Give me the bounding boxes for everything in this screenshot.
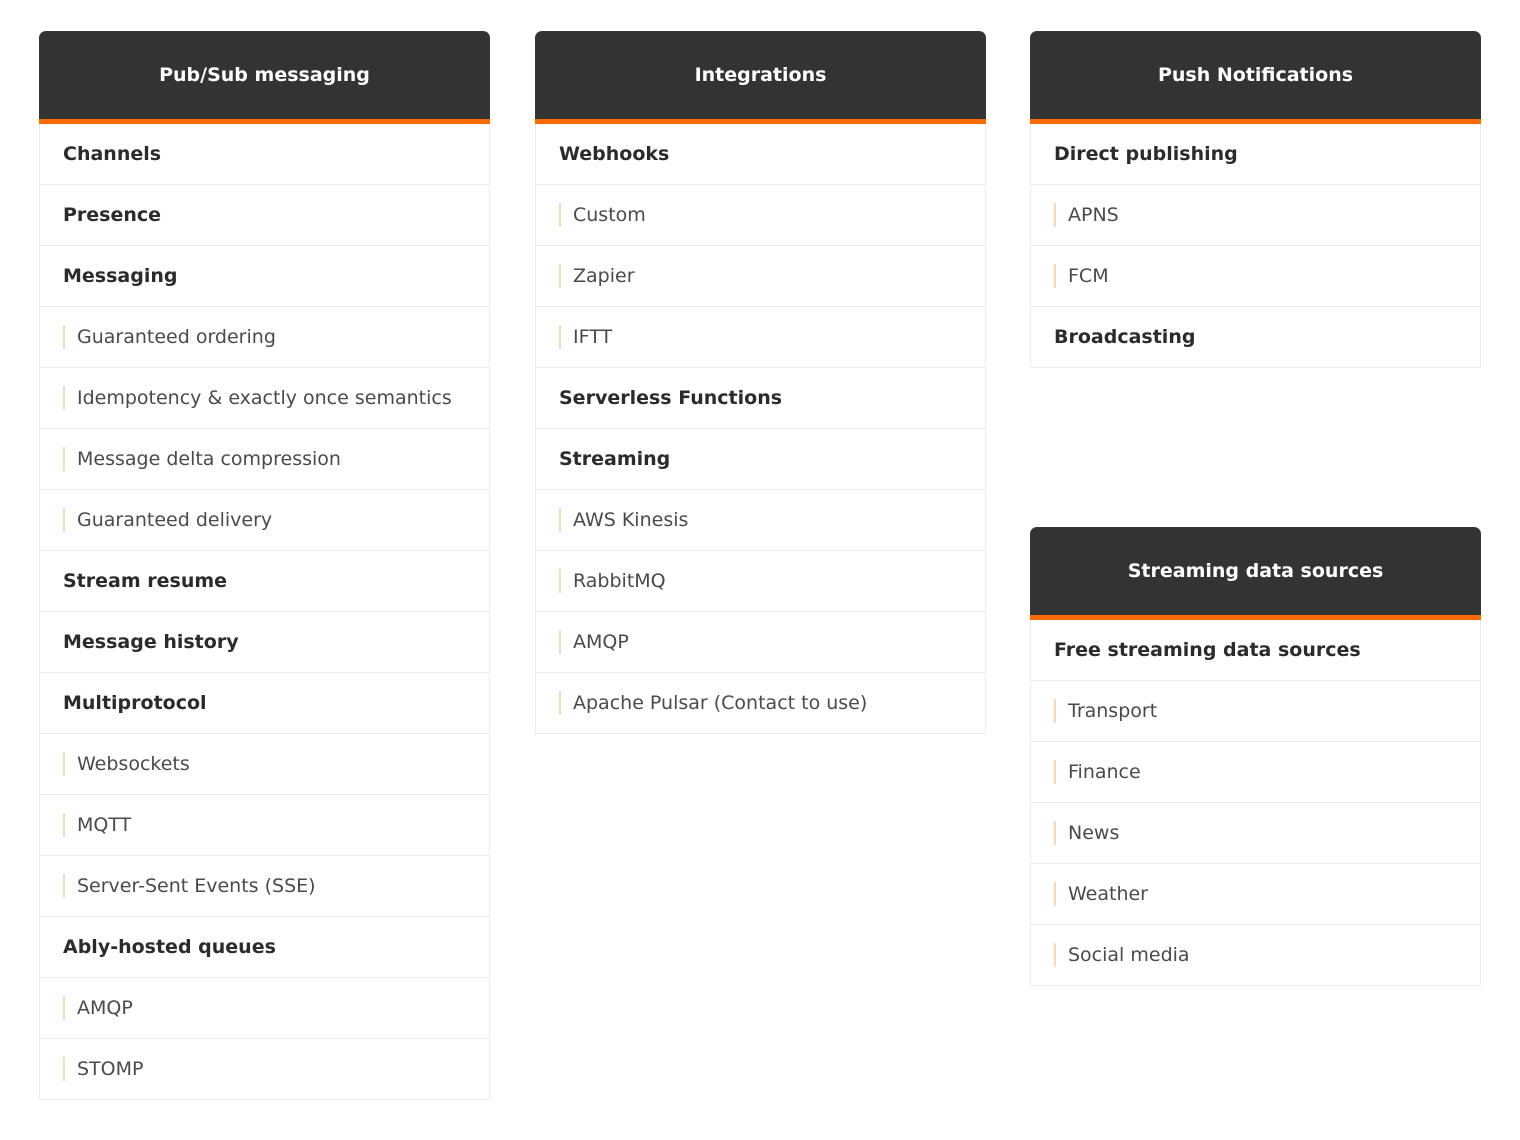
indent-bar-icon <box>1054 264 1056 288</box>
feature-label: AWS Kinesis <box>573 509 689 531</box>
card-title: Pub/Sub messaging <box>39 31 490 124</box>
feature-label: Finance <box>1068 761 1141 783</box>
feature-item <box>40 550 489 611</box>
feature-item <box>536 428 985 489</box>
feature-item <box>1031 124 1480 184</box>
indent-bar-icon <box>559 691 561 715</box>
card-title: Integrations <box>535 31 986 124</box>
feature-item <box>1031 306 1480 367</box>
indent-bar-icon <box>63 752 65 776</box>
indent-bar-icon <box>63 1057 65 1081</box>
feature-label: Channels <box>63 143 162 165</box>
feature-item <box>40 124 489 184</box>
card-streaming-data-sources <box>1030 527 1481 986</box>
indent-bar-icon <box>63 325 65 349</box>
feature-label: Zapier <box>573 265 635 287</box>
feature-item <box>40 611 489 672</box>
feature-label: Server-Sent Events (SSE) <box>77 875 316 897</box>
indent-bar-icon <box>559 569 561 593</box>
feature-label: FCM <box>1068 265 1109 287</box>
feature-label: Guaranteed delivery <box>77 509 273 531</box>
sub-feature-item <box>1031 245 1480 306</box>
feature-label: Ably-hosted queues <box>63 936 276 958</box>
feature-label: AMQP <box>77 997 133 1019</box>
indent-bar-icon <box>63 813 65 837</box>
feature-label: Websockets <box>77 753 190 775</box>
sub-feature-item <box>536 306 985 367</box>
sub-feature-item <box>40 428 489 489</box>
indent-bar-icon <box>63 386 65 410</box>
feature-label: Stream resume <box>63 570 228 592</box>
feature-item <box>536 124 985 184</box>
feature-item <box>40 184 489 245</box>
feature-label: APNS <box>1068 204 1119 226</box>
sub-feature-item <box>536 611 985 672</box>
sub-feature-item <box>536 489 985 550</box>
sub-feature-item <box>536 672 985 733</box>
card-title: Streaming data sources <box>1030 527 1481 620</box>
card-title: Push Notifications <box>1030 31 1481 124</box>
sub-feature-item <box>40 794 489 855</box>
indent-bar-icon <box>559 203 561 227</box>
indent-bar-icon <box>63 508 65 532</box>
sub-feature-item <box>40 306 489 367</box>
feature-label: MQTT <box>77 814 132 836</box>
sub-feature-item <box>536 550 985 611</box>
feature-label: Messaging <box>63 265 178 287</box>
indent-bar-icon <box>63 996 65 1020</box>
feature-label: Streaming <box>559 448 671 470</box>
feature-label: Message delta compression <box>77 448 341 470</box>
indent-bar-icon <box>1054 760 1056 784</box>
feature-list <box>535 124 986 734</box>
feature-label: Multiprotocol <box>63 692 207 714</box>
feature-label: Message history <box>63 631 239 653</box>
sub-feature-item <box>536 184 985 245</box>
indent-bar-icon <box>1054 943 1056 967</box>
feature-label: Free streaming data sources <box>1054 639 1361 661</box>
feature-label: Broadcasting <box>1054 326 1196 348</box>
feature-label: Custom <box>573 204 646 226</box>
feature-label: Transport <box>1068 700 1158 722</box>
sub-feature-item <box>40 855 489 916</box>
indent-bar-icon <box>1054 203 1056 227</box>
indent-bar-icon <box>63 874 65 898</box>
feature-label: RabbitMQ <box>573 570 666 592</box>
indent-bar-icon <box>63 447 65 471</box>
feature-label: Idempotency & exactly once semantics <box>77 387 452 409</box>
indent-bar-icon <box>1054 821 1056 845</box>
feature-item <box>536 367 985 428</box>
card-pubsub-messaging <box>39 31 490 1100</box>
indent-bar-icon <box>559 264 561 288</box>
feature-label: IFTT <box>573 326 613 348</box>
sub-feature-item <box>1031 863 1480 924</box>
feature-item <box>1031 620 1480 680</box>
sub-feature-item <box>40 367 489 428</box>
feature-item <box>40 672 489 733</box>
sub-feature-item <box>536 245 985 306</box>
feature-label: Guaranteed ordering <box>77 326 276 348</box>
indent-bar-icon <box>559 630 561 654</box>
feature-list <box>39 124 490 1100</box>
sub-feature-item <box>40 489 489 550</box>
card-integrations <box>535 31 986 734</box>
feature-label: AMQP <box>573 631 629 653</box>
feature-label: Social media <box>1068 944 1190 966</box>
indent-bar-icon <box>1054 882 1056 906</box>
feature-label: Webhooks <box>559 143 670 165</box>
feature-list <box>1030 124 1481 368</box>
sub-feature-item <box>1031 924 1480 985</box>
sub-feature-item <box>40 1038 489 1099</box>
card-push-notifications <box>1030 31 1481 368</box>
indent-bar-icon <box>559 508 561 532</box>
feature-label: Serverless Functions <box>559 387 783 409</box>
feature-label: Direct publishing <box>1054 143 1238 165</box>
sub-feature-item <box>40 977 489 1038</box>
indent-bar-icon <box>1054 699 1056 723</box>
feature-item <box>40 245 489 306</box>
feature-item <box>40 916 489 977</box>
feature-label: News <box>1068 822 1120 844</box>
sub-feature-item <box>1031 184 1480 245</box>
sub-feature-item <box>1031 741 1480 802</box>
feature-label: Presence <box>63 204 162 226</box>
feature-list <box>1030 620 1481 986</box>
feature-label: Weather <box>1068 883 1148 905</box>
sub-feature-item <box>1031 680 1480 741</box>
sub-feature-item <box>1031 802 1480 863</box>
indent-bar-icon <box>559 325 561 349</box>
sub-feature-item <box>40 733 489 794</box>
feature-label: Apache Pulsar (Contact to use) <box>573 692 868 714</box>
feature-label: STOMP <box>77 1058 144 1080</box>
